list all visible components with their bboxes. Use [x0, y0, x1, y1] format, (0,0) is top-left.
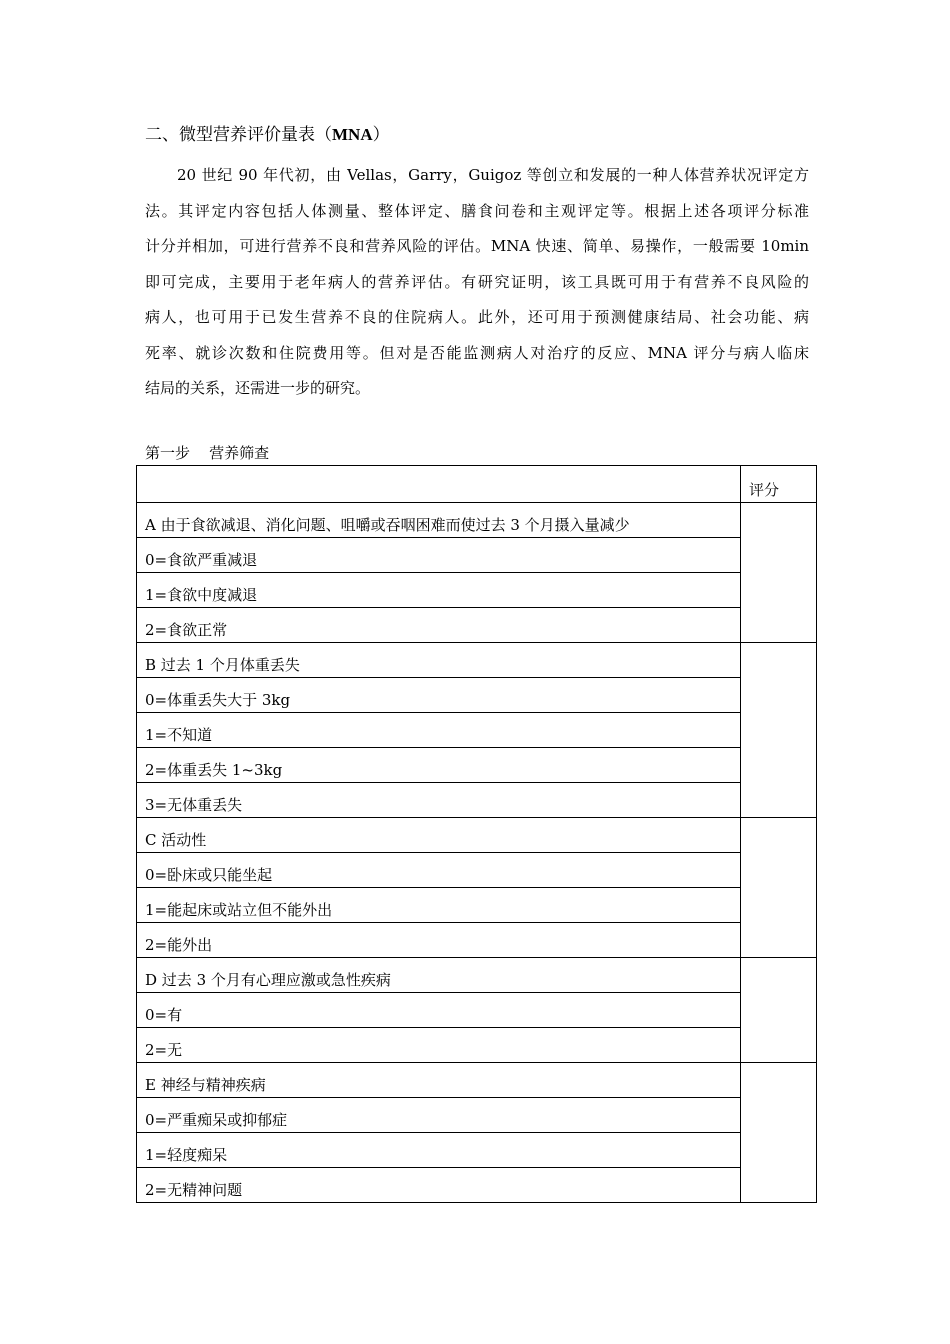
table-row: [137, 608, 817, 643]
table-row: [137, 1168, 817, 1203]
table-row: [137, 713, 817, 748]
option-cell: 1=能起床或站立但不能外出: [137, 888, 741, 923]
intro-line: 法。其评定内容包括人体测量、整体评定、膳食问卷和主观评定等。根据上述各项评分标准: [145, 201, 809, 220]
heading-abbr: MNA: [332, 125, 373, 144]
table-row: [137, 923, 817, 958]
option-cell: 2=能外出: [137, 923, 741, 958]
step-title: 第一步 营养筛查: [145, 444, 270, 462]
section-heading: [145, 123, 390, 147]
intro-line: 即可完成，主要用于老年病人的营养评估。有研究证明，该工具既可用于有营养不良风险的: [145, 272, 809, 291]
table-row: [137, 748, 817, 783]
question-cell: B 过去 1 个月体重丢失: [137, 643, 741, 678]
table-row: [137, 853, 817, 888]
option-cell: 0=严重痴呆或抑郁症: [137, 1098, 741, 1133]
option-cell: 0=卧床或只能坐起: [137, 853, 741, 888]
option-cell: 0=食欲严重减退: [137, 538, 741, 573]
question-cell: D 过去 3 个月有心理应激或急性疾病: [137, 958, 741, 993]
table-row: [137, 503, 817, 538]
question-cell: C 活动性: [137, 818, 741, 853]
option-cell: 3=无体重丢失: [137, 783, 741, 818]
score-header-cell: 评分: [741, 466, 817, 503]
intro-line: 计分并相加，可进行营养不良和营养风险的评估。MNA 快速、简单、易操作，一般需要 10min: [145, 237, 809, 255]
table-row: [137, 573, 817, 608]
header-label-cell: [137, 466, 741, 503]
score-input-cell[interactable]: [741, 643, 817, 818]
mna-screening-table: [136, 465, 817, 1203]
option-cell: 2=体重丢失 1~3kg: [137, 748, 741, 783]
table-row: [137, 783, 817, 818]
table-row: [137, 1098, 817, 1133]
option-cell: 2=食欲正常: [137, 608, 741, 643]
table-header-row: [137, 466, 817, 503]
option-cell: 1=不知道: [137, 713, 741, 748]
table-row: [137, 1063, 817, 1098]
score-input-cell[interactable]: [741, 958, 817, 1063]
option-cell: 2=无精神问题: [137, 1168, 741, 1203]
option-cell: 2=无: [137, 1028, 741, 1063]
score-input-cell[interactable]: [741, 1063, 817, 1203]
table-row: [137, 1133, 817, 1168]
heading-suffix: ）: [372, 125, 390, 145]
table-row: [137, 993, 817, 1028]
intro-line: 死率、就诊次数和住院费用等。但对是否能监测病人对治疗的反应、MNA 评分与病人临床: [145, 343, 809, 362]
heading-prefix: 二、微型营养评价量表（: [145, 125, 332, 145]
option-cell: 0=有: [137, 993, 741, 1028]
intro-line: 结局的关系，还需进一步的研究。: [145, 379, 371, 397]
table-row: [137, 818, 817, 853]
intro-line: 20 世纪 90 年代初，由 Vellas，Garry，Guigoz 等创立和发展的一种人体营养状况评定方: [177, 166, 809, 184]
table-row: [137, 643, 817, 678]
intro-line: 病人，也可用于已发生营养不良的住院病人。此外，还可用于预测健康结局、社会功能、病: [145, 308, 809, 326]
question-cell: E 神经与精神疾病: [137, 1063, 741, 1098]
score-input-cell[interactable]: [741, 503, 817, 643]
table-row: [137, 958, 817, 993]
score-input-cell[interactable]: [741, 818, 817, 958]
option-cell: 0=体重丢失大于 3kg: [137, 678, 741, 713]
table-row: [137, 678, 817, 713]
question-cell: A 由于食欲减退、消化问题、咀嚼或吞咽困难而使过去 3 个月摄入量减少: [137, 503, 741, 538]
intro-paragraph: [145, 158, 809, 407]
table-row: [137, 538, 817, 573]
table-row: [137, 1028, 817, 1063]
option-cell: 1=轻度痴呆: [137, 1133, 741, 1168]
option-cell: 1=食欲中度减退: [137, 573, 741, 608]
table-row: [137, 888, 817, 923]
